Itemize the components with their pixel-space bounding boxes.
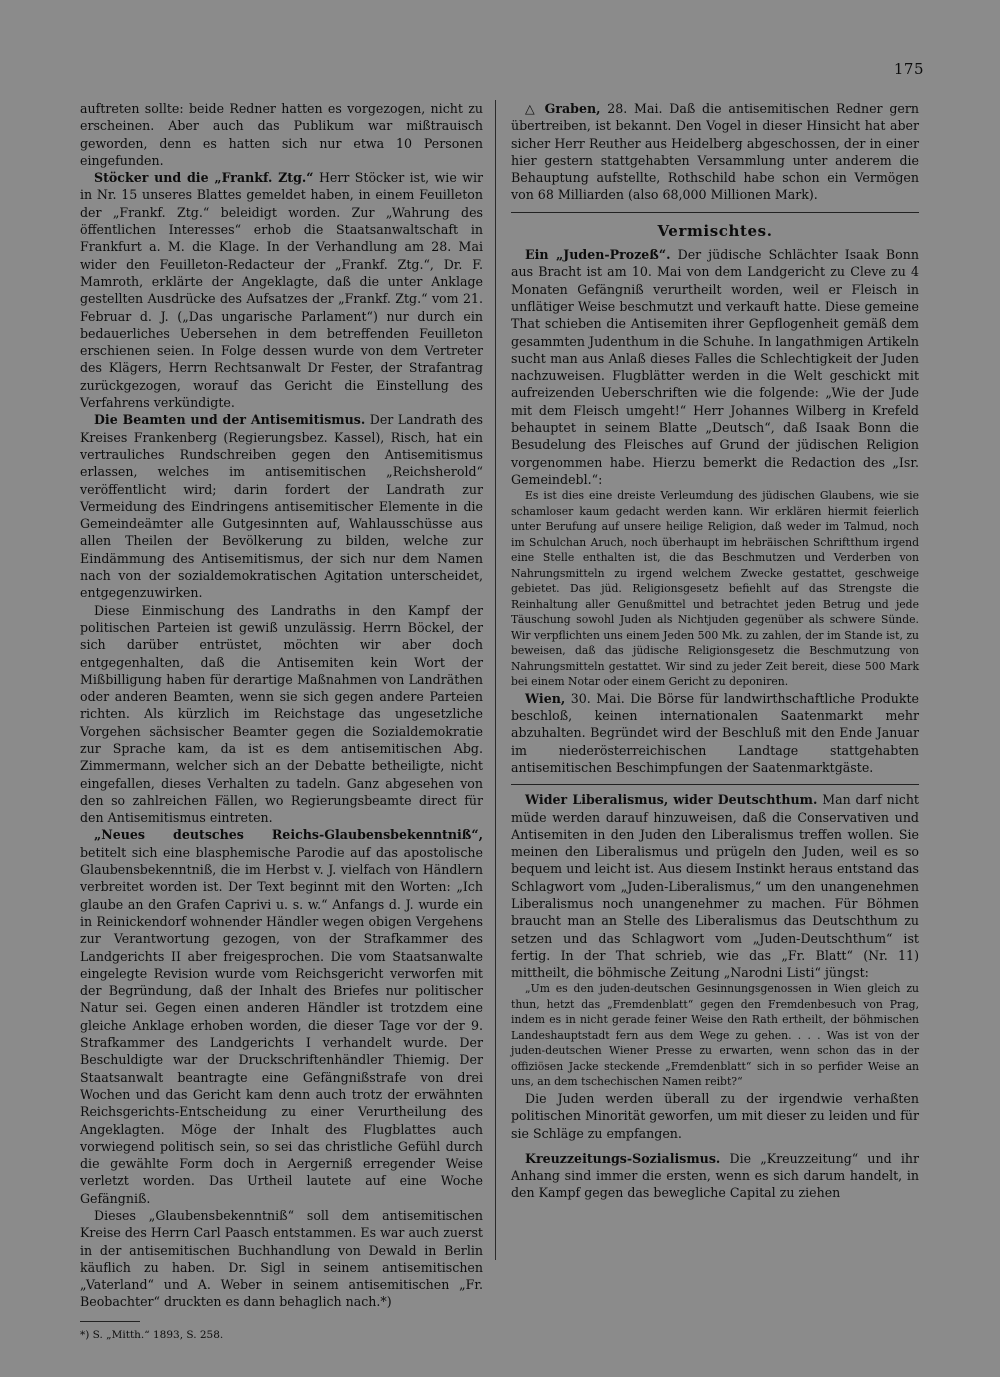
article-text: betitelt sich eine blasphemische Parodie auf das apostolische Glaubensbekenntniß, die im Herbst v. J. vielfach von Händlern verbreitet worden ist. Der Text beginnt mit den Worten: „Ich glaube an den Grafen Caprivi u. s. w.“ Anfangs d. J. wurde ein in Reinickendorf wohnender Händler wegen obigen Vergehens zur Verantwortung gezogen, von der Strafkammer des Landgerichts II aber freigesprochen. Die vom Staatsanwalte eingelegte Revision wurde vom Reichsgericht verworfen mit der Begründung, daß der Inhalt des Briefes nur politischer Natur sei. Gegen einen anderen Händler ist trotzdem eine gleiche Anklage erhoben worden, die dieser Tage vor der 9. Strafkammer des Landgerichts I verhandelt wurde. Der Beschuldigte war der Druckschriftenhändler Thiemig. Der Staatsanwalt beantragte eine Gefängnißstrafe von drei Wochen und das Gericht kam denn auch trotz der erwähnten Reichsgerichts-Entscheidung zu einer Verurtheilung des Angeklagten. Möge der Inhalt des Flugblattes auch vorwiegend politisch sein, so sei das christliche Gefühl durch die gewählte Form doch in Aergerniß erregender Weise verletzt worden. Das Urtheil lautete auf eine Woche Gefängniß. xyxy=(80,844,483,1206)
article-heading: Die Beamten und der Antisemitismus. xyxy=(94,412,366,428)
article-heading: △ Graben, xyxy=(525,101,601,116)
section-rule xyxy=(511,212,919,213)
article-stoecker xyxy=(80,169,483,411)
spacer xyxy=(511,1142,919,1150)
article-text: Die „Kreuzzeitung“ und ihr Anhang sind immer die ersten, wenn es sich darum handelt, in den Kampf gegen das bewegliche Capital zu ziehen xyxy=(511,1150,919,1201)
article-heading: Kreuzzeitungs-Sozialismus. xyxy=(525,1150,721,1166)
section-rule xyxy=(511,784,919,785)
article-juden-prozess xyxy=(511,246,919,488)
article-heading: Wider Liberalismus, wider Deutschthum. xyxy=(525,792,818,808)
paragraph: Die Juden werden überall zu der irgendwie verhaßten politischen Minorität geworfen, um mit dieser zu leiden und für sie Schläge zu empfangen. xyxy=(511,1090,919,1141)
article-wien xyxy=(511,690,919,776)
article-text: Herr Stöcker ist, wie wir in Nr. 15 unseres Blattes gemeldet haben, in einem Feuilleton der „Frankf. Ztg.“ beleidigt worden. Zur „Wahrung des öffentlichen Interesses“ erhob die Staatsanwaltschaft in Frankfurt a. M. die Klage. In der Verhandlung am 28. Mai wider den Feuilleton-Redacteur der „Frankf. Ztg.“, Dr. F. Mamroth, erklärte der Angeklagte, daß die unter Anklage gestellten Ausdrücke des Aufsatzes der „Frankf. Ztg.“ vom 21. Februar d. J. („Das ungarische Parlament“) nur durch ein bedauerliches Uebersehen in dem betreffenden Feuilleton erschienen seien. In Folge dessen wurde von dem Vertreter des Klägers, Herrn Rechtsanwalt Dr Fester, der Strafantrag zurückgezogen, worauf das Gericht die Einstellung des Verfahrens verkündigte. xyxy=(80,170,483,411)
article-heading: Ein „Juden-Prozeß“. xyxy=(525,247,671,263)
article-heading: Wien, xyxy=(525,690,566,706)
left-column xyxy=(80,100,483,1342)
right-column xyxy=(511,100,919,1202)
article-heading: „Neues deutsches Reichs-Glaubensbekenntniß“, xyxy=(94,827,483,843)
article-liberalismus xyxy=(511,791,919,981)
quotation: „Um es den juden-deutschen Gesinnungsgenossen in Wien gleich zu thun, hetzt das „Fremdenblatt“ gegen den Fremdenbesuch von Prag, indem es in nicht gerade feiner Weise den Rath ertheilt, der böhmischen Landeshauptstadt fern aus dem Wege zu gehen. . . . Was ist von der juden-deutschen Wiener Presse zu erwarten, wenn schon das in der offiziösen Jacke steckende „Fremdenblatt“ sich in so perfider Weise an uns, an dem tschechischen Namen reibt?“ xyxy=(511,982,919,1089)
paragraph: Dieses „Glaubensbekenntniß“ soll dem antisemitischen Kreise des Herrn Carl Paasch entstammen. Es war auch zuerst in der antisemitischen Buchhandlung von Dewald in Berlin käuflich zu haben. Dr. Sigl in seinem antisemitischen „Vaterland“ und A. Weber in seinem antisemitischen „Fr. Beobachter“ druckten es dann behaglich nach.*) xyxy=(80,1208,483,1310)
section-title: Vermischtes. xyxy=(657,221,773,240)
article-graben xyxy=(511,100,919,204)
paragraph: auftreten sollte: beide Redner hatten es vorgezogen, nicht zu erscheinen. Aber auch das Publikum war mißtrauisch geworden, denn es hatten sich nur etwa 10 Personen eingefunden. xyxy=(80,101,483,168)
article-text: Man darf nicht müde werden darauf hinzuweisen, daß die Conservativen und Antisemiten in den Juden den Liberalismus treffen wollen. Sie meinen den Liberalismus und prügeln den Juden, weil es so bequem und leicht ist. Aus diesem Instinkt heraus entstand das Schlagwort vom „Juden-Liberalismus,“ um den unangenehmen Liberalismus noch unangenehmer zu machen. Für Böhmen braucht man an Stelle des Liberalismus das Deutschthum zu setzen und das Schlagwort vom „Juden-Deutschthum“ ist fertig. In der That schrieb, wie das „Fr. Blatt“ (Nr. 11) mittheilt, die böhmische Zeitung „Narodni Listi“ jüngst: xyxy=(511,792,919,981)
article-text: 28. Mai. Daß die antisemitischen Redner gern übertreiben, ist bekannt. Den Vogel in dieser Hinsicht hat aber sicher Herr Reuther aus Heidelberg abgeschossen, der in einer hier gestern stattgehabten Versammlung unter anderem die Behauptung aufstellte, Rothschild habe schon ein Vermögen von 68 Milliarden (also 68,000 Millionen Mark). xyxy=(511,101,919,203)
column-divider xyxy=(495,100,496,1260)
article-text: Der jüdische Schlächter Isaak Bonn aus Bracht ist am 10. Mai von dem Landgericht zu Cleve zu 4 Monaten Gefängniß verurtheilt worden, weil er Fleisch in unflätiger Weise beschmutzt und verkauft hatte. Diese gemeine That schieben die Antisemiten ihrer Gepflogenheit gemäß dem gesammten Judenthum in die Schuhe. In langathmigen Artikeln sucht man aus Anlaß dieses Falles die Schlechtigkeit der Juden nachzuweisen. Flugblätter werden in die Welt geschickt mit aufreizenden Ueberschriften wie die folgende: „Wie der Jude mit dem Fleisch umgeht!“ Herr Johannes Wilberg in Krefeld behauptet in seinem Blatte „Deutsch“, daß Isaak Bonn die Besudelung des Fleisches auf Grund der jüdischen Religion vorgenommen habe. Hierzu bemerkt die Redaction des „Isr. Gemeindebl.“: xyxy=(511,247,919,487)
article-heading: Stöcker und die „Frankf. Ztg.“ xyxy=(94,170,314,186)
article-beamte xyxy=(80,411,483,601)
article-text: 30. Mai. Die Börse für landwirthschaftliche Produkte beschloß, keinen internationalen Saatenmarkt mehr abzuhalten. Begründet wird der Beschluß mit den Ende Januar im niederösterreichischen Landtage stattgehabten antisemitischen Beschimpfungen der Saatenmarktgäste. xyxy=(511,690,919,775)
quotation: Es ist dies eine dreiste Verleumdung des jüdischen Glaubens, wie sie schamloser kaum gedacht werden kann. Wir erklären hiermit feierlich unter Berufung auf unsere heilige Religion, daß weder im Talmud, noch im Schulchan Aruch, noch überhaupt im hebräischen Schriftthum irgend eine Stelle enthalten ist, die das Beschmutzen und Verderben von Nahrungsmitteln zu irgend welchem Zwecke gestattet, geschweige gebietet. Das jüd. Religionsgesetz befiehlt auf das Strengste die Reinhaltung aller Genußmittel und betrachtet jeden Betrug und jede Täuschung sowohl Juden als Nichtjuden gegenüber als schwere Sünde. Wir verpflichten uns einem Jeden 500 Mk. zu zahlen, der im Stande ist, zu beweisen, daß das jüdische Religionsgesetz die Beschmutzung von Nahrungsmitteln gestattet. Wir sind zu jeder Zeit bereit, diese 500 Mark bei einem Notar oder einem Gericht zu deponiren. xyxy=(511,489,919,689)
article-kreuzzeitung xyxy=(511,1150,919,1202)
article-glaubensbekenntnis xyxy=(80,826,483,1207)
article-text: Der Landrath des Kreises Frankenberg (Regierungsbez. Kassel), Risch, hat ein vertrauliches Rundschreiben gegen den Antisemitismus erlassen, welches im antisemitischen „Reichsherold“ veröffentlicht wird; darin fordert der Landrath zur Vermeidung des Eindringens antisemitischer Elemente in die Gemeindeämter alle Gutgesinnten auf, Wahlausschüsse aus allen Theilen der Bevölkerung zu bilden, welche zur Eindämmung des Antisemitismus, der sich nur dem Namen nach von der sozialdemokratischen Agitation unterscheidet, entgegenzuwirken. xyxy=(80,412,483,601)
paragraph: Diese Einmischung des Landraths in den Kampf der politischen Parteien ist gewiß unzulässig. Herrn Böckel, der sich darüber entrüstet, möchten wir aber doch entgegenhalten, daß die Antisemiten kein Wort der Mißbilligung haben für derartige Maßnahmen von Landräthen oder anderen Beamten, wenn sie sich gegen andere Parteien richten. Als kürzlich im Reichstage das ungesetzliche Vorgehen sächsischer Beamter gegen die Sozialdemokratie zur Sprache kam, da ist es dem antisemitischen Abg. Zimmermann, welcher sich an der Debatte betheiligte, nicht eingefallen, dieses Verhalten zu tadeln. Ganz abgesehen von den so zahlreichen Fällen, wo Regierungsbeamte direct für den Antisemitismus eintreten. xyxy=(80,602,483,826)
footnote-rule xyxy=(80,1321,140,1322)
page-number: 175 xyxy=(893,60,924,78)
footnote: *) S. „Mitth.“ 1893, S. 258. xyxy=(80,1329,224,1342)
